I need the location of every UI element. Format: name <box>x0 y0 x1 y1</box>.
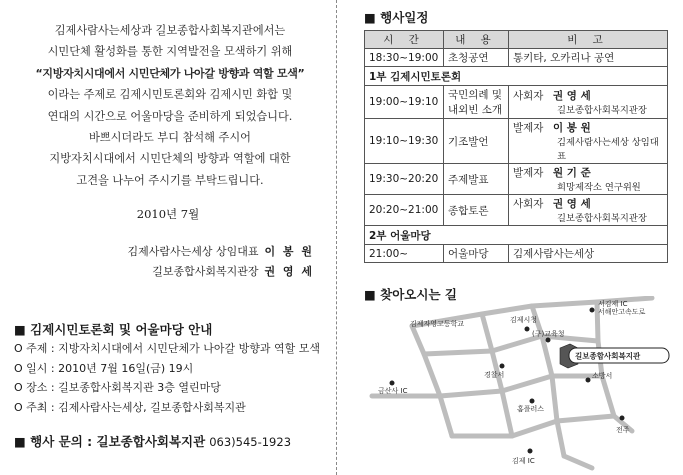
intro-theme-line: “지방자치시대에서 시민단체가 나아갈 방향과 역할 모색” <box>35 66 305 80</box>
person-name: 권 영 세 <box>553 198 591 210</box>
location-map <box>352 296 670 475</box>
header-time: 시 간 <box>365 31 444 49</box>
contact-label: ■ 행사 문의 : 길보종합사회복지관 <box>14 434 206 449</box>
invitation-panel <box>0 0 336 475</box>
cell-note: 김제사람사는세상 <box>509 245 668 263</box>
event-guide-title: ■ 김제시민토론회 및 어울마당 안내 <box>14 322 213 337</box>
geumsan-ic-dot <box>390 381 395 386</box>
section-label: 1부 김제시민토론회 <box>365 67 668 86</box>
cell-time: 19:10~19:30 <box>365 119 444 164</box>
map-label-jeonju: 전주 <box>616 426 630 434</box>
homeplus-dot <box>530 399 535 404</box>
jeonju-dot <box>620 416 625 421</box>
signature-name: 이 봉 원 <box>264 245 314 258</box>
header-content: 내 용 <box>444 31 509 49</box>
person-title: 희망제작소 연구위원 <box>557 182 641 193</box>
map-label-gimje-ic: 김제 IC <box>512 457 535 465</box>
guide-item-datetime: O 일시 : 2010년 7월 16일(금) 19시 <box>14 359 320 379</box>
invitation-date: 2010년 7월 <box>136 207 200 221</box>
contact-info <box>14 432 291 450</box>
contact-phone: 063)545-1923 <box>209 435 292 449</box>
road <box>564 456 592 468</box>
content-line: 국민의례 및 <box>448 89 503 101</box>
signature-1 <box>127 243 314 259</box>
seogimje-ic-dot <box>590 308 595 313</box>
church-dot <box>546 338 551 343</box>
content-line: 내외빈 소개 <box>448 104 503 116</box>
cell-content: 종합토론 <box>444 195 509 226</box>
table-row <box>365 86 668 119</box>
map-points <box>390 308 625 454</box>
city-hall-dot <box>525 327 530 332</box>
guide-item-topic: O 주제 : 지방자치시대에서 시민단체가 나아갈 방향과 역할 모색 <box>14 339 320 359</box>
person-name: 원 기 준 <box>553 167 591 179</box>
person-name: 권 영 세 <box>553 90 591 102</box>
role-label: 사회자 <box>513 198 544 210</box>
role-label: 발제자 <box>513 122 544 134</box>
cell-content: 기조발언 <box>444 119 509 164</box>
intro-line: 연대의 시간으로 어울마당을 준비하게 되었습니다. <box>47 109 293 123</box>
person-name: 이 봉 원 <box>553 122 591 134</box>
cell-content: 초청공연 <box>444 49 509 67</box>
road <box>440 376 602 396</box>
signature-org: 김제사람사는세상 상임대표 <box>127 245 259 258</box>
map-label-homeplus: 홈플러스 <box>517 405 545 413</box>
map-title: ■ 찾아오시는 길 <box>364 287 457 302</box>
cell-time: 21:00~ <box>365 245 444 263</box>
map-label-expressway: 서해안고속도로 <box>598 308 646 316</box>
cell-time: 20:20~21:00 <box>365 195 444 226</box>
section-label: 2부 어울마당 <box>365 226 668 245</box>
guide-item-place: O 장소 : 길보종합사회복지관 3층 열린마당 <box>14 378 320 398</box>
cell-note: 통키타, 오카리나 공연 <box>509 49 668 67</box>
section-row <box>365 226 668 245</box>
invitation-message <box>10 20 330 191</box>
table-row <box>365 245 668 263</box>
cell-note <box>509 119 668 164</box>
cell-time: 19:00~19:10 <box>365 86 444 119</box>
fold-line <box>336 0 337 475</box>
map-label-police: 경찰서 <box>484 371 505 379</box>
map-label-city-hall: 김제시청 <box>510 316 538 324</box>
map-label-church: (구)교육청 <box>532 330 565 338</box>
map-label-jayang-school: 김제자영고등학교 <box>410 320 465 328</box>
intro-line: 바쁘시더라도 부디 참석해 주시어 <box>89 131 251 145</box>
road <box>412 326 452 436</box>
table-row <box>365 49 668 67</box>
cell-time: 19:30~20:20 <box>365 164 444 195</box>
section-row <box>365 67 668 86</box>
welfare-center-marker <box>560 344 669 368</box>
police-dot <box>500 364 505 369</box>
header-note: 비 고 <box>509 31 668 49</box>
cell-content: 어울마당 <box>444 245 509 263</box>
cell-note <box>509 195 668 226</box>
table-header-row <box>365 31 668 49</box>
road <box>452 416 614 436</box>
person-title: 길보종합사회복지관장 <box>557 213 647 224</box>
intro-line: 김제사람사는세상과 길보종합사회복지관에서는 <box>54 24 286 37</box>
intro-line: 지방자치시대에서 시민단체의 방향과 역할에 대한 <box>49 152 291 166</box>
cell-time: 18:30~19:00 <box>365 49 444 67</box>
intro-line: 시민단체 활성화를 통한 지역발전을 모색하기 위해 <box>47 45 293 59</box>
map-label-fire: 소방서 <box>592 372 613 380</box>
map-label-center: 길보종합사회복지관 <box>575 351 641 361</box>
schedule-panel <box>352 0 670 475</box>
signature-org: 길보종합사회복지관장 <box>152 265 259 278</box>
role-label: 발제자 <box>513 167 544 179</box>
signature-2 <box>152 263 314 279</box>
intro-line: 이라는 주제로 김제시민토론회와 김제시민 화합 및 <box>47 88 293 102</box>
guide-item-host: O 주최 : 김제사람사는세상, 길보종합사회복지관 <box>14 398 320 418</box>
map-label-geumsan-ic: 금산사 IC <box>378 387 408 395</box>
cell-note <box>509 86 668 119</box>
signature-name: 권 영 세 <box>264 265 314 278</box>
event-guide-list <box>14 339 320 417</box>
intro-line: 고견을 나누어 주시기를 부탁드립니다. <box>76 173 264 187</box>
fire-dot <box>586 378 591 383</box>
cell-content: 주제발표 <box>444 164 509 195</box>
road <box>597 302 632 431</box>
schedule-table <box>364 30 668 263</box>
gimje-ic-dot <box>528 449 533 454</box>
schedule-title: ■ 행사일정 <box>364 10 429 25</box>
role-label: 사회자 <box>513 90 544 102</box>
person-title: 길보종합사회복지관장 <box>557 105 647 116</box>
cell-content <box>444 86 509 119</box>
table-row <box>365 119 668 164</box>
cell-note <box>509 164 668 195</box>
table-row <box>365 195 668 226</box>
map-label-seogimje-ic: 서김제 IC <box>598 300 628 308</box>
table-row <box>365 164 668 195</box>
person-title: 김제사람사는세상 상임대표 <box>557 137 659 162</box>
